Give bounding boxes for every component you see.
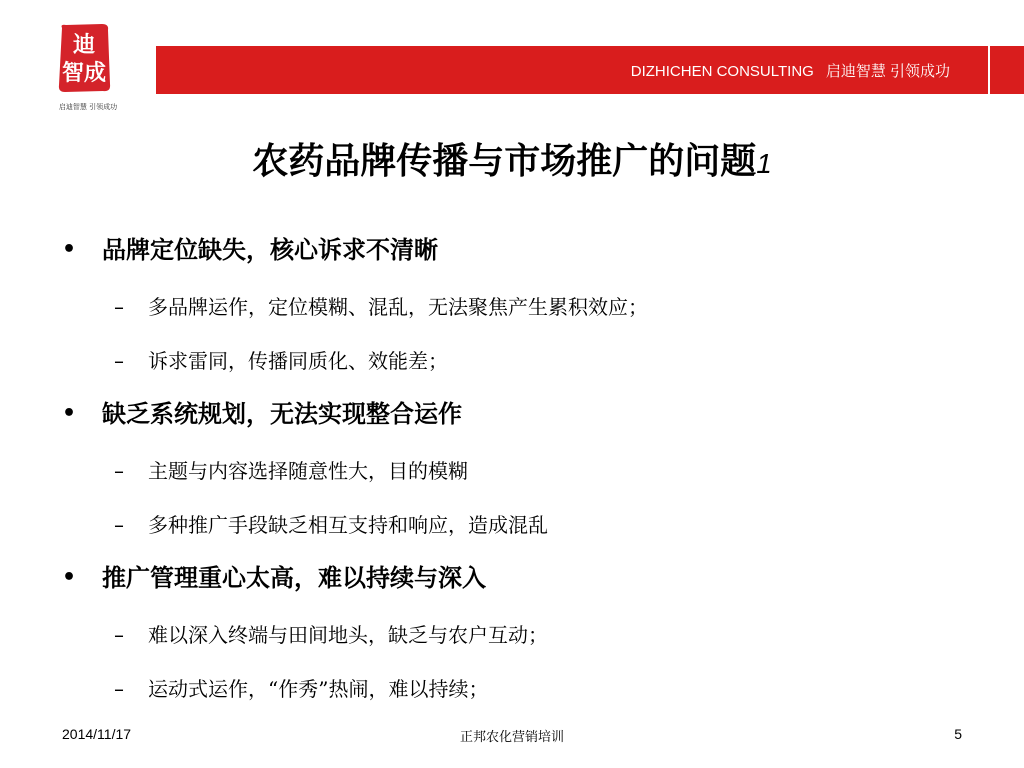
bullet-dot-icon: • [62,237,77,262]
sub-bullet-item [62,498,962,552]
dash-icon: – [114,677,124,701]
logo-seal-icon [56,22,112,94]
page-number: 5 [954,726,962,742]
dash-icon: – [114,513,124,537]
slide-title [0,133,1024,184]
dash-icon: – [114,459,124,483]
header-slogan: 启迪智慧 引领成功 [825,63,950,80]
bullet-dot-icon: • [62,565,77,590]
bullet-text: 缺乏系统规划，无法实现整合运作 [102,399,462,428]
bullet-item [62,388,962,444]
sub-bullet-item [62,444,962,498]
sub-bullet-text: 主题与内容选择随意性大，目的模糊 [148,459,468,483]
company-logo [48,18,128,114]
footer-title: 正邦农化营销培训 [459,730,564,745]
logo-tagline: 启迪智慧 引领成功 [58,103,118,111]
dash-icon: – [114,349,124,373]
sub-bullet-item [62,662,962,716]
header-text [631,60,950,81]
dash-icon: – [114,295,124,319]
slide-title-text: 农药品牌传播与市场推广的问题 [252,140,757,182]
bullet-text: 推广管理重心太高，难以持续与深入 [102,563,486,592]
sub-bullet-text: 诉求雷同，传播同质化、效能差； [148,349,448,373]
sub-bullet-item [62,280,962,334]
sub-bullet-item [62,608,962,662]
slide-title-number: 1 [756,148,772,179]
bullet-text: 品牌定位缺失，核心诉求不清晰 [102,235,438,264]
sub-bullet-text: 难以深入终端与田间地头，缺乏与农户互动； [148,623,548,647]
sub-bullet-text: 多品牌运作，定位模糊、混乱，无法聚焦产生累积效应； [148,295,648,319]
header-company: DIZHICHEN CONSULTING [630,63,814,80]
logo-text-line1: 迪 [72,32,96,58]
bullet-item [62,552,962,608]
sub-bullet-text: 运动式运作，“作秀”热闹，难以持续； [148,677,489,701]
bullet-dot-icon: • [62,401,77,426]
bullet-item [62,224,962,280]
footer-date: 2014/11/17 [62,726,132,742]
dash-icon: – [114,623,124,647]
sub-bullet-text: 多种推广手段缺乏相互支持和响应，造成混乱 [148,513,548,537]
header-banner-tail [990,46,1024,94]
logo-text-line2: 智成 [61,60,107,86]
sub-bullet-item [62,334,962,388]
slide-content [62,224,962,716]
header-banner [156,46,988,94]
